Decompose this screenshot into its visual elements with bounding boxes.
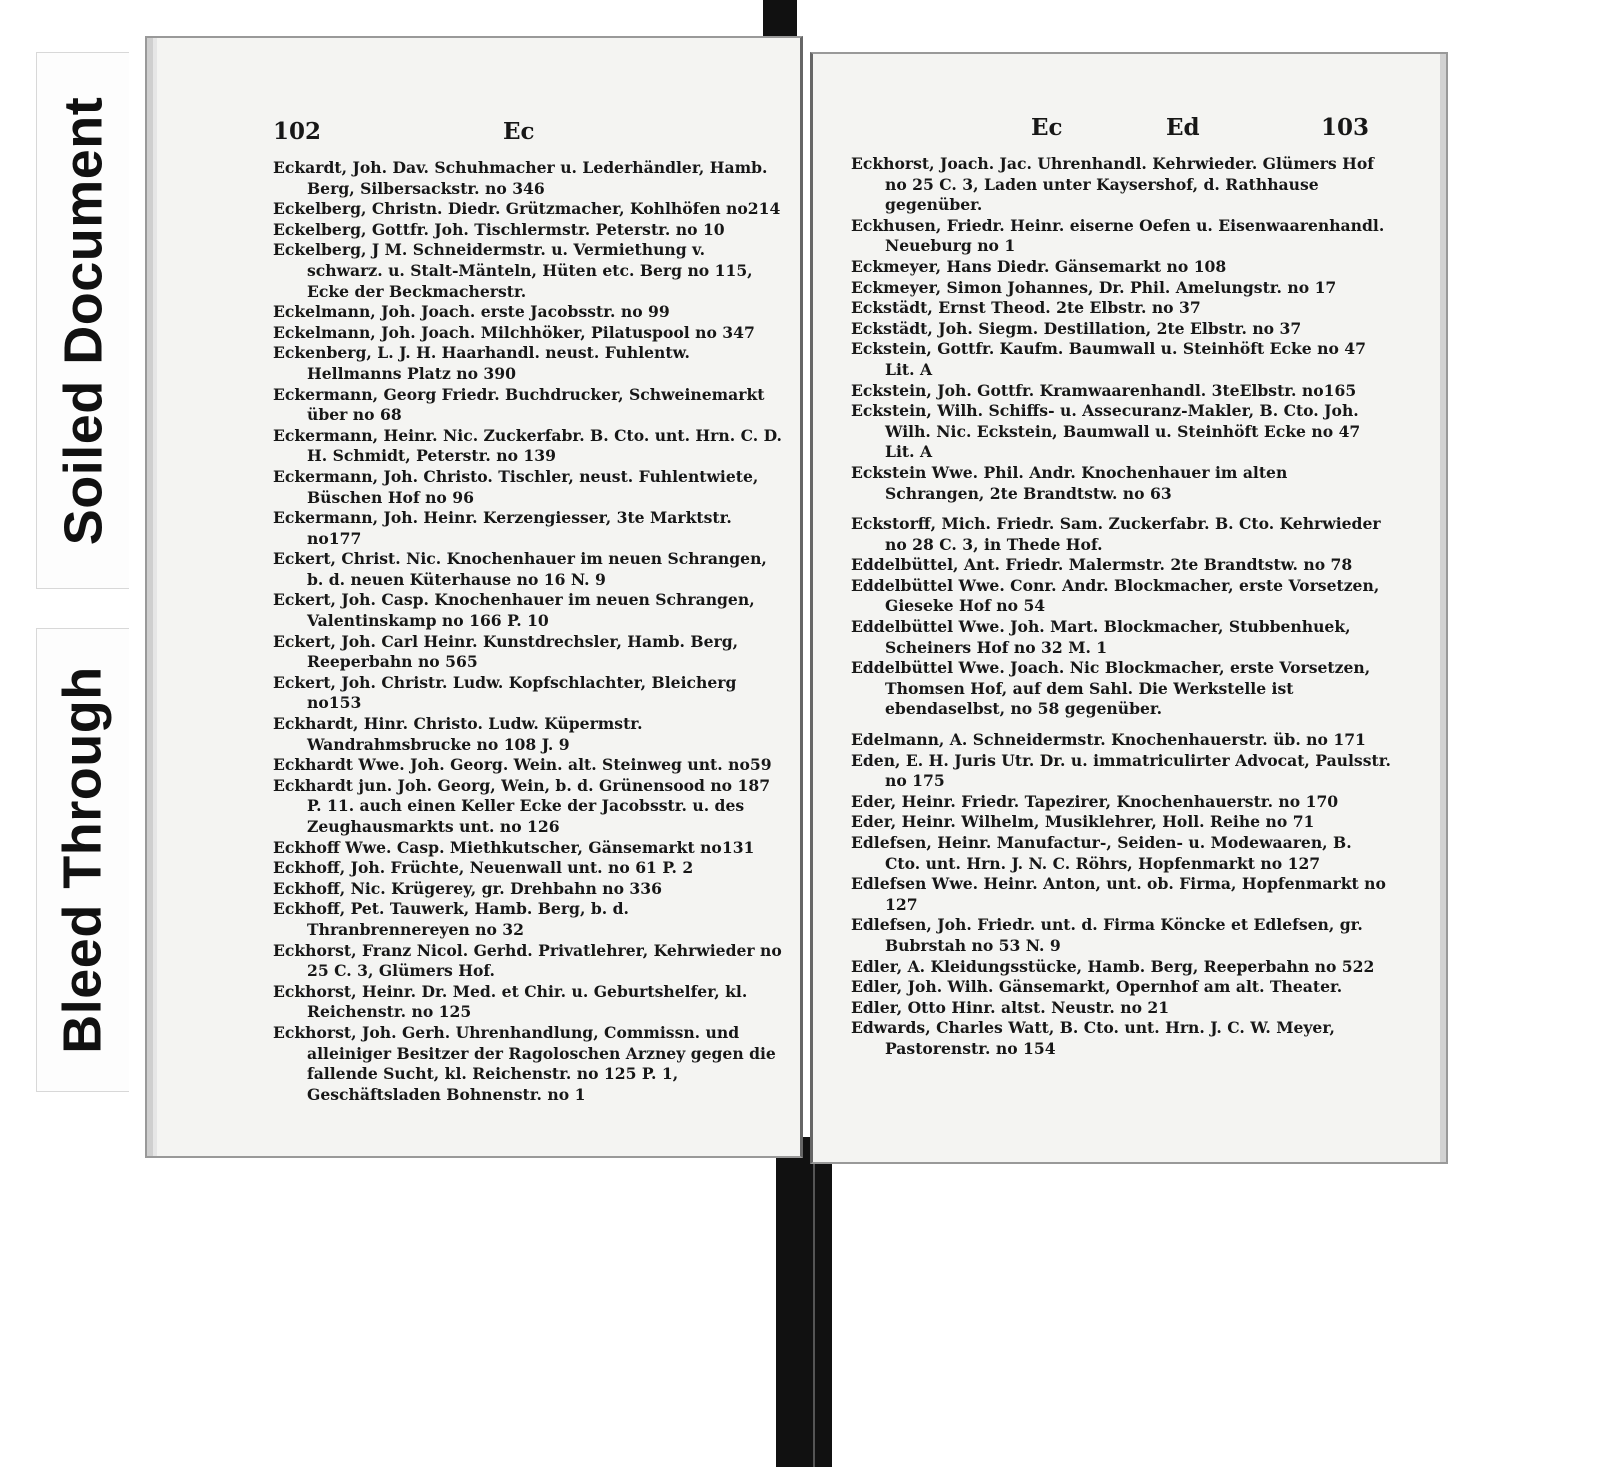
list-item: Edwards, Charles Watt, B. Cto. unt. Hrn. J. C. W. Meyer, Pastorenstr. no 154 xyxy=(851,1018,1335,1058)
list-item: Eckelberg, J M. Schneidermstr. u. Vermiethung v. schwarz. u. Stalt-Mänteln, Hüten etc. Berg no 115, Ecke der Beckmacherstr. xyxy=(273,240,753,301)
left-page-content xyxy=(273,118,783,1105)
list-item: Eddelbüttel Wwe. Joach. Nic Blockmacher, erste Vorsetzen, Thomsen Hof, auf dem Sahl. Die Werkstelle ist ebendaselbst, no 58 gegenüber. xyxy=(851,658,1371,719)
list-item: Eckhardt, Hinr. Christo. Ludw. Küpermstr. Wandrahmsbrucke no 108 J. 9 xyxy=(273,714,643,754)
list-item: Eckenberg, L. J. H. Haarhandl. neust. Fuhlentw. Hellmanns Platz no 390 xyxy=(273,343,690,383)
list-item: Eckstein Wwe. Phil. Andr. Knochenhauer im alten Schrangen, 2te Brandtstw. no 63 xyxy=(851,462,1288,503)
list-item: Edler, A. Kleidungsstücke, Hamb. Berg, Reeperbahn no 522 xyxy=(851,956,1375,976)
list-item: Eder, Heinr. Friedr. Tapezirer, Knochenhauerstr. no 170 xyxy=(851,791,1339,811)
right-page-number: 103 xyxy=(1321,114,1370,141)
left-page xyxy=(145,36,803,1158)
list-item: Eckstorff, Mich. Friedr. Sam. Zuckerfabr. B. Cto. Kehrwieder no 28 C. 3, in Thede Hof. xyxy=(851,514,1381,554)
list-item: Edler, Joh. Wilh. Gänsemarkt, Opernhof am alt. Theater. xyxy=(851,977,1343,997)
right-page-heading-right: Ed xyxy=(1166,114,1200,141)
right-entry-list xyxy=(851,154,1391,1060)
list-item: Eddelbüttel Wwe. Joh. Mart. Blockmacher, Stubbenhuek, Scheiners Hof no 32 M. 1 xyxy=(851,617,1351,657)
bleed-through-label xyxy=(36,628,129,1092)
list-item: Eckhoff, Pet. Tauwerk, Hamb. Berg, b. d. Thranbrennereyen no 32 xyxy=(273,899,629,939)
list-item: Eckstein, Joh. Gottfr. Kramwaarenhandl. 3teElbstr. no165 xyxy=(851,380,1357,400)
right-running-head xyxy=(851,114,1391,154)
list-item: Eckmeyer, Simon Johannes, Dr. Phil. Amelungstr. no 17 xyxy=(851,277,1337,297)
list-item: Eckermann, Georg Friedr. Buchdrucker, Schweinemarkt über no 68 xyxy=(273,384,765,425)
list-item: Eckhoff, Nic. Krügerey, gr. Drehbahn no 336 xyxy=(273,878,662,898)
list-item: Eckhorst, Joh. Gerh. Uhrenhandlung, Commissn. und alleiniger Besitzer der Ragoloschen Arzney gegen die fallende Sucht, kl. Reichenstr. no 125 P. 1, Geschäftsladen Bohnenstr. no 1 xyxy=(273,1022,776,1104)
list-item: Eddelbüttel Wwe. Conr. Andr. Blockmacher, erste Vorsetzen, Gieseke Hof no 54 xyxy=(851,575,1380,616)
list-item: Eckert, Joh. Casp. Knochenhauer im neuen Schrangen, Valentinskamp no 166 P. 10 xyxy=(273,590,755,631)
soiled-document-label xyxy=(36,52,129,589)
list-item: Eckhorst, Heinr. Dr. Med. et Chir. u. Geburtshelfer, kl. Reichenstr. no 125 xyxy=(273,981,748,1022)
list-item: Edler, Otto Hinr. altst. Neustr. no 21 xyxy=(851,997,1170,1017)
left-entry-list xyxy=(273,158,783,1105)
soiled-document-text: Soiled Document xyxy=(53,96,114,545)
right-page-content xyxy=(851,114,1391,1060)
binding-spine-bottom xyxy=(776,1137,832,1467)
list-item: Eckert, Joh. Carl Heinr. Kunstdrechsler, Hamb. Berg, Reeperbahn no 565 xyxy=(273,631,739,672)
list-item: Eckelberg, Christn. Diedr. Grützmacher, Kohlhöfen no214 xyxy=(273,199,781,219)
list-item: Eckermann, Joh. Heinr. Kerzengiesser, 3te Marktstr. no177 xyxy=(273,508,732,548)
list-item: Eckstein, Gottfr. Kaufm. Baumwall u. Steinhöft Ecke no 47 Lit. A xyxy=(851,339,1366,379)
right-page-heading-left: Ec xyxy=(1031,114,1063,141)
list-item: Eckelberg, Gottfr. Joh. Tischlermstr. Peterstr. no 10 xyxy=(273,219,725,239)
bleed-through-text: Bleed Through xyxy=(53,666,114,1054)
list-item: Eckert, Joh. Christr. Ludw. Kopfschlachter, Bleicherg no153 xyxy=(273,672,737,713)
list-item: Edlefsen, Joh. Friedr. unt. d. Firma Köncke et Edlefsen, gr. Bubrstah no 53 N. 9 xyxy=(851,915,1363,955)
list-item: Edlefsen Wwe. Heinr. Anton, unt. ob. Firma, Hopfenmarkt no 127 xyxy=(851,874,1386,914)
list-item: Eckhorst, Joach. Jac. Uhrenhandl. Kehrwieder. Glümers Hof no 25 C. 3, Laden unter Kaysershof, d. Rathhause gegenüber. xyxy=(851,154,1374,215)
right-page xyxy=(810,52,1448,1164)
list-item: Eckermann, Joh. Christo. Tischler, neust. Fuhlentwiete, Büschen Hof no 96 xyxy=(273,466,759,507)
list-item: Eckhusen, Friedr. Heinr. eiserne Oefen u. Eisenwaarenhandl. Neueburg no 1 xyxy=(851,215,1385,256)
list-item: Eckermann, Heinr. Nic. Zuckerfabr. B. Cto. unt. Hrn. C. D. H. Schmidt, Peterstr. no 139 xyxy=(273,425,782,466)
list-item: Eder, Heinr. Wilhelm, Musiklehrer, Holl. Reihe no 71 xyxy=(851,812,1315,832)
list-item: Eden, E. H. Juris Utr. Dr. u. immatriculirter Advocat, Paulsstr. no 175 xyxy=(851,750,1391,791)
list-item: Eckardt, Joh. Dav. Schuhmacher u. Lederhändler, Hamb. Berg, Silbersackstr. no 346 xyxy=(273,158,768,198)
left-running-head xyxy=(273,118,783,158)
left-page-number: 102 xyxy=(273,118,322,145)
list-item: Eckhoff, Joh. Früchte, Neuenwall unt. no 61 P. 2 xyxy=(273,858,694,878)
list-item: Eckstädt, Ernst Theod. 2te Elbstr. no 37 xyxy=(851,298,1201,318)
list-item: Eddelbüttel, Ant. Friedr. Malermstr. 2te Brandtstw. no 78 xyxy=(851,555,1353,575)
left-page-heading: Ec xyxy=(503,118,535,145)
list-item: Edlefsen, Heinr. Manufactur-, Seiden- u. Modewaaren, B. Cto. unt. Hrn. J. N. C. Röhrs, Hopfenmarkt no 127 xyxy=(851,833,1352,873)
list-item: Eckmeyer, Hans Diedr. Gänsemarkt no 108 xyxy=(851,256,1227,276)
list-item: Eckelmann, Joh. Joach. erste Jacobsstr. no 99 xyxy=(273,302,670,322)
list-item: Eckhardt Wwe. Joh. Georg. Wein. alt. Steinweg unt. no59 xyxy=(273,755,772,775)
list-item: Eckhorst, Franz Nicol. Gerhd. Privatlehrer, Kehrwieder no 25 C. 3, Glümers Hof. xyxy=(273,940,782,981)
list-item: Eckstädt, Joh. Siegm. Destillation, 2te Elbstr. no 37 xyxy=(851,318,1302,338)
list-item: Eckelmann, Joh. Joach. Milchhöker, Pilatuspool no 347 xyxy=(273,322,755,342)
list-item: Eckhardt jun. Joh. Georg, Wein, b. d. Grünensood no 187 P. 11. auch einen Keller Ecke der Jacobsstr. u. des Zeughausmarkts unt. no 126 xyxy=(273,775,771,836)
list-item: Eckstein, Wilh. Schiffs- u. Assecuranz-Makler, B. Cto. Joh. Wilh. Nic. Eckstein, Baumwall u. Steinhöft Ecke no 47 Lit. A xyxy=(851,401,1361,462)
list-item: Eckert, Christ. Nic. Knochenhauer im neuen Schrangen, b. d. neuen Küterhause no 16 N. 9 xyxy=(273,549,767,589)
list-item: Edelmann, A. Schneidermstr. Knochenhauerstr. üb. no 171 xyxy=(851,730,1366,750)
list-item: Eckhoff Wwe. Casp. Miethkutscher, Gänsemarkt no131 xyxy=(273,837,755,857)
binding-spine-line xyxy=(813,1137,815,1467)
